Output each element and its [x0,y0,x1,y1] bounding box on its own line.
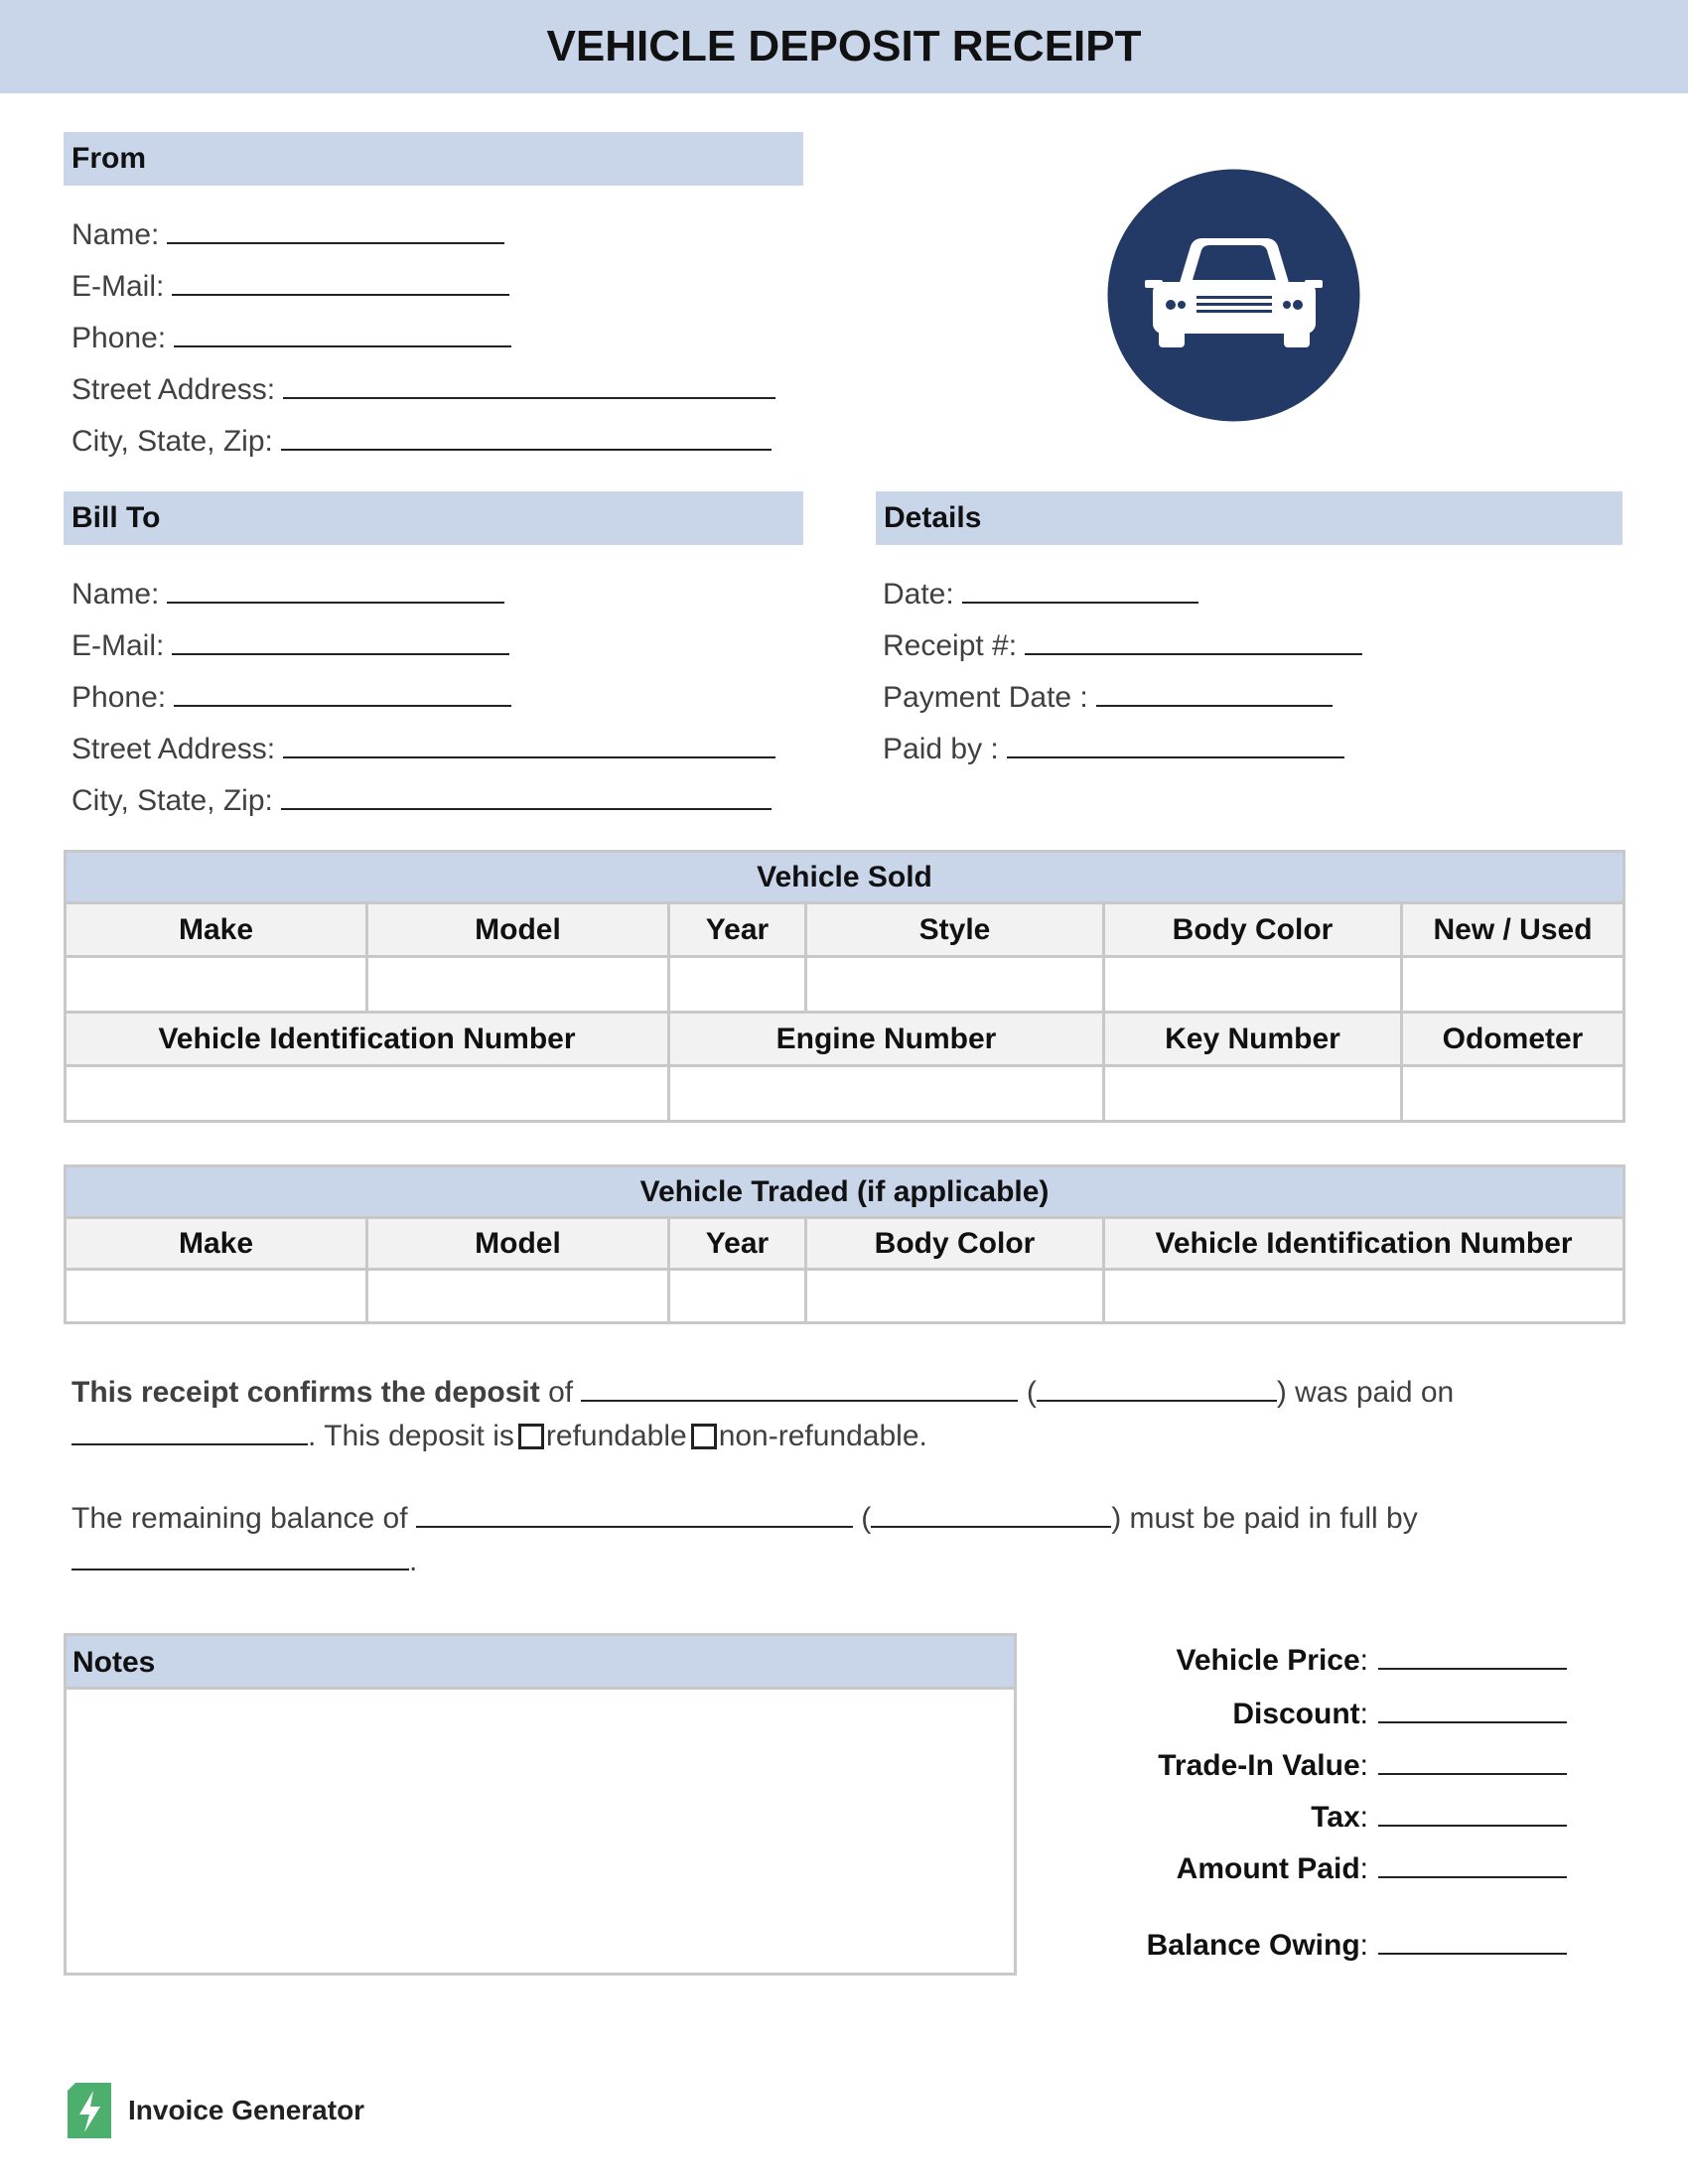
colon: : [1359,1749,1368,1782]
car-icon [1107,169,1360,422]
amount-paid-blank[interactable] [1378,1850,1567,1878]
traded-make-cell[interactable] [66,1270,367,1323]
deposit-line-2 [71,1418,927,1453]
invoice-generator-logo [68,2083,111,2138]
field-label: City, State, Zip: [71,425,273,458]
trade-in-blank[interactable] [1378,1747,1567,1775]
body-color-cell[interactable] [1104,957,1402,1013]
period: . [409,1545,418,1577]
vehicle-sold-table [64,850,1625,1123]
deposit-intro: This receipt confirms the deposit [71,1376,540,1409]
refundable-checkbox[interactable] [518,1424,544,1449]
paid-by-field[interactable] [883,731,1344,766]
balance-line-2 [71,1543,417,1578]
col-style: Style [806,903,1104,957]
details-heading: Details [876,491,1622,545]
balance-intro: The remaining balance of [71,1502,408,1535]
vehicle-traded-table [64,1164,1625,1324]
vin-cell[interactable] [66,1066,669,1122]
balance-owing-row [1147,1927,1567,1963]
from-street-field[interactable] [71,371,775,407]
col-body-color: Body Color [1104,903,1402,957]
payment-date-field[interactable] [883,679,1333,715]
receipt-number-field[interactable] [883,627,1362,663]
field-label: Phone: [71,322,167,354]
bill-to-heading: Bill To [64,491,803,545]
style-cell[interactable] [806,957,1104,1013]
field-label: Name: [71,578,160,611]
col-new-used: New / Used [1402,903,1624,957]
deposit-amount-words-blank[interactable] [1037,1374,1277,1402]
bill-street-field[interactable] [71,731,775,766]
odometer-cell[interactable] [1402,1066,1624,1122]
balance-amount-blank[interactable] [416,1500,853,1528]
tax-blank[interactable] [1378,1799,1567,1827]
summary-label: Amount Paid [1176,1852,1360,1885]
trade-in-row [1158,1747,1567,1783]
balance-amount-words-blank[interactable] [871,1500,1111,1528]
balance-line-1 [71,1500,1418,1536]
summary-label: Trade-In Value [1158,1749,1360,1782]
col-model: Model [367,903,669,957]
traded-col-make: Make [66,1218,367,1270]
bill-phone-field[interactable] [71,679,511,715]
discount-blank[interactable] [1378,1696,1567,1723]
from-name-field[interactable] [71,216,504,252]
field-label: Name: [71,218,160,251]
amount-paid-row [1177,1850,1567,1886]
field-label: E-Mail: [71,270,165,303]
field-label: City, State, Zip: [71,784,273,817]
colon: : [1359,1852,1368,1885]
field-label: Street Address: [71,733,276,765]
vehicle-traded-heading: Vehicle Traded (if applicable) [66,1166,1624,1218]
deposit-of: of [539,1376,574,1409]
traded-body-color-cell[interactable] [806,1270,1104,1323]
field-label: E-Mail: [71,629,165,662]
from-heading: From [64,132,803,186]
was-paid-on: ) was paid on [1276,1376,1455,1409]
deposit-is: . This deposit is [308,1420,514,1452]
lightning-bolt-icon [68,2083,111,2138]
engine-number-cell[interactable] [669,1066,1104,1122]
tax-row [1311,1799,1567,1835]
open-paren: ( [1026,1376,1037,1409]
model-cell[interactable] [367,957,669,1013]
traded-col-model: Model [367,1218,669,1270]
notes-heading: Notes [67,1636,1014,1690]
traded-col-vin: Vehicle Identification Number [1104,1218,1624,1270]
discount-row [1232,1696,1567,1731]
field-label: Phone: [71,681,167,714]
bill-city-field[interactable] [71,782,772,818]
colon: : [1359,1801,1368,1834]
summary-label: Vehicle Price [1176,1644,1360,1677]
traded-year-cell[interactable] [669,1270,806,1323]
col-make: Make [66,903,367,957]
summary-label: Balance Owing [1146,1929,1360,1962]
colon: : [1359,1644,1368,1677]
from-email-field[interactable] [71,268,509,304]
balance-due-date-blank[interactable] [71,1543,409,1570]
refundable-label: refundable [545,1420,687,1452]
new-used-cell[interactable] [1402,957,1624,1013]
vehicle-sold-heading: Vehicle Sold [66,852,1624,903]
field-label: Date: [883,578,954,611]
colon: : [1359,1698,1368,1730]
from-city-field[interactable] [71,423,772,459]
colon: : [1359,1929,1368,1962]
balance-owing-blank[interactable] [1378,1927,1567,1955]
from-phone-field[interactable] [71,320,511,355]
col-engine-number: Engine Number [669,1013,1104,1066]
deposit-line-1 [71,1374,1454,1410]
make-cell[interactable] [66,957,367,1013]
car-logo [1107,169,1360,422]
col-odometer: Odometer [1402,1013,1624,1066]
page-title: VEHICLE DEPOSIT RECEIPT [546,22,1142,70]
col-key-number: Key Number [1104,1013,1402,1066]
field-label: Payment Date : [883,681,1088,714]
summary-label: Discount [1232,1698,1360,1730]
deposit-date-blank[interactable] [71,1418,308,1445]
field-label: Street Address: [71,373,276,406]
year-cell[interactable] [669,957,806,1013]
deposit-amount-blank[interactable] [581,1374,1018,1402]
summary-label: Tax [1311,1801,1360,1834]
key-number-cell[interactable] [1104,1066,1402,1122]
must-pay-text: ) must be paid in full by [1111,1502,1418,1535]
traded-vin-cell[interactable] [1104,1270,1624,1323]
col-vin: Vehicle Identification Number [66,1013,669,1066]
non-refundable-label: non-refundable. [718,1420,927,1452]
vehicle-price-blank[interactable] [1378,1642,1567,1670]
open-paren: ( [861,1502,872,1535]
traded-col-year: Year [669,1218,806,1270]
bill-email-field[interactable] [71,627,509,663]
col-year: Year [669,903,806,957]
non-refundable-checkbox[interactable] [691,1424,717,1449]
bill-name-field[interactable] [71,576,504,612]
traded-model-cell[interactable] [367,1270,669,1323]
date-field[interactable] [883,576,1198,612]
traded-col-body-color: Body Color [806,1218,1104,1270]
field-label: Receipt #: [883,629,1018,662]
vehicle-price-row [1177,1642,1567,1678]
footer-brand: Invoice Generator [128,2095,365,2125]
field-label: Paid by : [883,733,999,765]
